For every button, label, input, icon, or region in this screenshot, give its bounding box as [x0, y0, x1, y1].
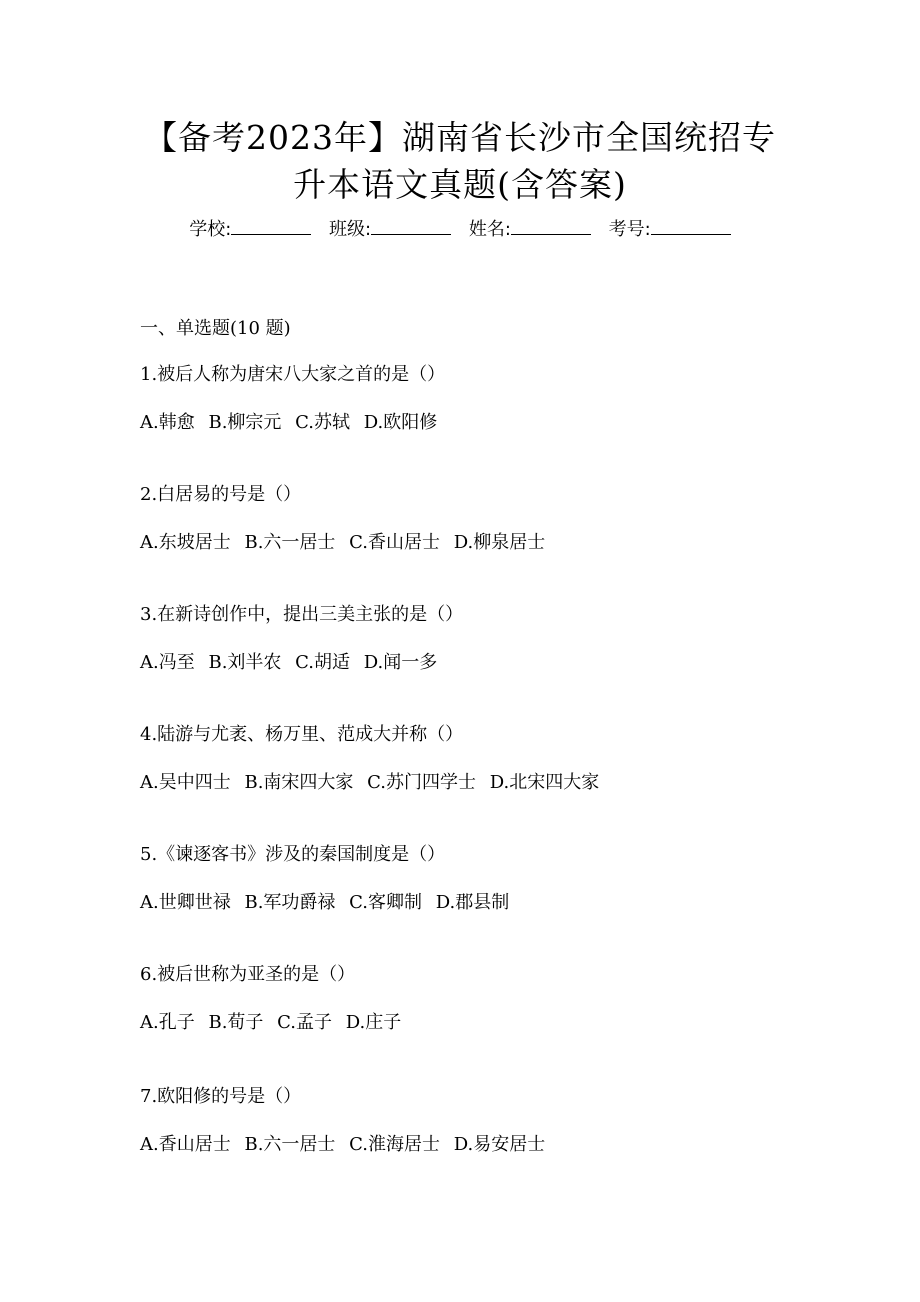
class-label: 班级: — [329, 219, 372, 240]
question-options — [140, 1132, 860, 1158]
question-stem: 2.白居易的号是（） — [140, 484, 302, 505]
exam-number-field — [609, 216, 731, 243]
question-2 — [140, 482, 860, 556]
question-1 — [140, 362, 860, 436]
option-a: A.韩愈 — [140, 412, 195, 433]
student-info-row — [0, 216, 920, 243]
option-c: C.苏门四学士 — [367, 772, 477, 793]
school-blank — [231, 216, 311, 235]
question-options — [140, 530, 860, 556]
option-c: C.孟子 — [277, 1012, 333, 1033]
school-label: 学校: — [189, 219, 232, 240]
name-field — [469, 216, 591, 243]
section-heading: 一、单选题(10 题) — [140, 318, 291, 339]
question-7 — [140, 1084, 860, 1158]
class-field — [329, 216, 451, 243]
class-blank — [371, 216, 451, 235]
question-stem: 1.被后人称为唐宋八大家之首的是（） — [140, 364, 446, 385]
option-b: B.六一居士 — [244, 1134, 336, 1155]
question-options — [140, 770, 860, 796]
option-b: B.荀子 — [208, 1012, 264, 1033]
name-label: 姓名: — [468, 219, 511, 240]
option-a: A.香山居士 — [140, 1134, 231, 1155]
option-c: C.淮海居士 — [349, 1134, 441, 1155]
page-title-line-2: 升本语文真题(含答案) — [293, 165, 627, 204]
question-stem: 6.被后世称为亚圣的是（） — [140, 964, 356, 985]
question-stem: 4.陆游与尤袤、杨万里、范成大并称（） — [140, 724, 464, 745]
option-c: C.香山居士 — [349, 532, 441, 553]
option-d: D.庄子 — [345, 1012, 402, 1033]
option-b: B.刘半农 — [208, 652, 282, 673]
option-c: C.胡适 — [295, 652, 351, 673]
question-options — [140, 650, 860, 676]
option-c: C.苏轼 — [295, 412, 351, 433]
question-4 — [140, 722, 860, 796]
name-blank — [511, 216, 591, 235]
option-a: A.孔子 — [140, 1012, 195, 1033]
option-c: C.客卿制 — [349, 892, 423, 913]
option-a: A.世卿世禄 — [140, 892, 231, 913]
option-b: B.南宋四大家 — [244, 772, 354, 793]
option-b: B.军功爵禄 — [244, 892, 336, 913]
option-d: D.闻一多 — [363, 652, 438, 673]
question-options — [140, 410, 860, 436]
question-3 — [140, 602, 860, 676]
page-title-line-1: 【备考2023年】湖南省长沙市全国统招专 — [144, 118, 776, 157]
question-stem: 5.《谏逐客书》涉及的秦国制度是（） — [140, 844, 446, 865]
option-d: D.欧阳修 — [363, 412, 438, 433]
option-a: A.东坡居士 — [140, 532, 231, 553]
option-d: D.北宋四大家 — [489, 772, 600, 793]
exam-number-label: 考号: — [608, 219, 651, 240]
school-field — [189, 216, 311, 243]
question-stem: 7.欧阳修的号是（） — [140, 1086, 302, 1107]
option-a: A.吴中四士 — [140, 772, 231, 793]
question-5 — [140, 842, 860, 916]
option-d: D.柳泉居士 — [453, 532, 546, 553]
question-stem: 3.在新诗创作中，提出三美主张的是（） — [140, 604, 464, 625]
question-options — [140, 890, 860, 916]
option-b: B.六一居士 — [244, 532, 336, 553]
exam-number-blank — [651, 216, 731, 235]
option-d: D.郡县制 — [435, 892, 510, 913]
option-b: B.柳宗元 — [208, 412, 282, 433]
option-d: D.易安居士 — [453, 1134, 546, 1155]
question-options — [140, 1010, 860, 1036]
question-6 — [140, 962, 860, 1036]
option-a: A.冯至 — [140, 652, 195, 673]
